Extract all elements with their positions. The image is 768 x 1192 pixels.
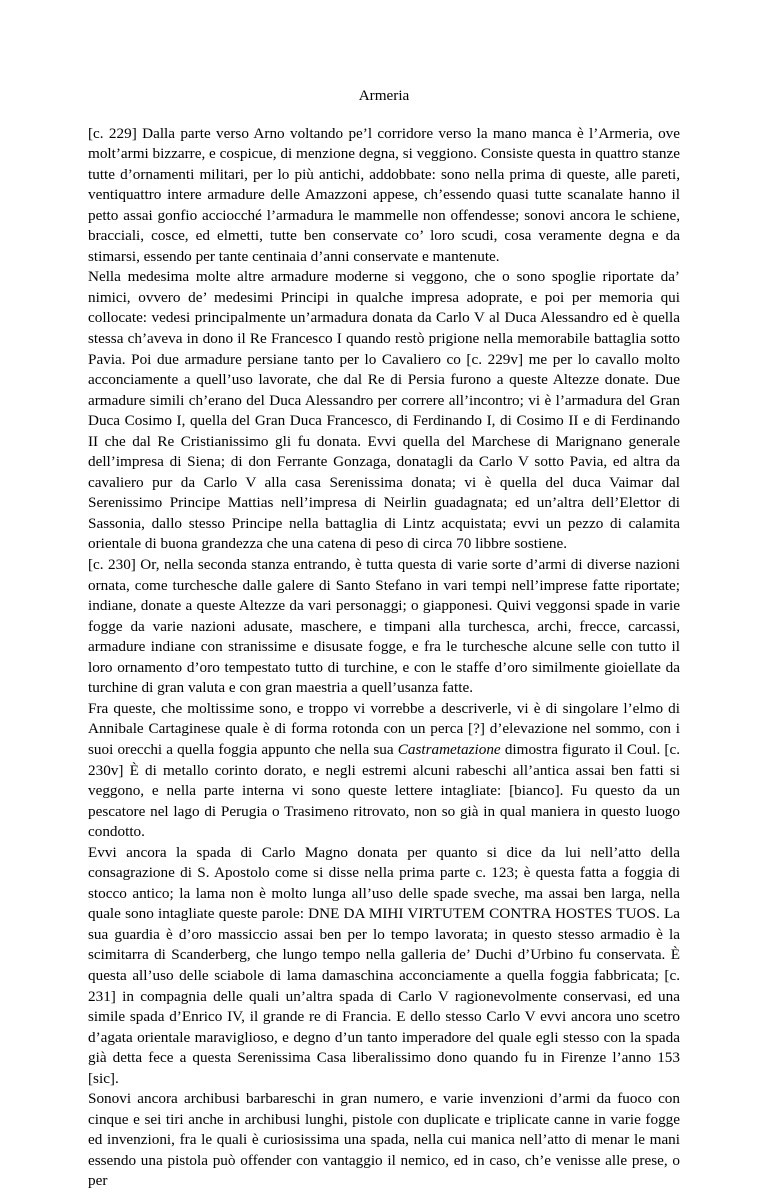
paragraph-armadure-moderne: Nella medesima molte altre armadure moderne si veggono, che o sono spoglie riportate da’ nimici, ovvero de’ medesimi Principi in qualche impresa adoprate, e poi per memoria qui collocate: vedesi principalmente un’armadura donata da Carlo V al Duca Alessandro ed è quella stessa ch’aveva in dono il Re Francesco I quando restò prigione nella memorabile battaglia sotto Pavia. Poi due armadure persiane tanto per lo Cavaliero co [c. 229v] me per lo cavallo molto acconciamente a quell’uso lavorate, che dal Re di Persia furono a queste Altezze donate. Due armadure simili ch’erano del Duca Alessandro per correre all’incontro; vi è l’armadura del Gran Duca Cosimo I, quella del Gran Duca Francesco, di Ferdinando I, di Cosimo II e di Ferdinando II che dal Re Cristianissimo gli fu donata. Evvi quella del Marchese di Marignano generale dell’impresa di Siena; di don Ferrante Gonzaga, donatagli da Carlo V sotto Pavia, ed altra da cavaliero pur da Carlo V alla casa Serenissima donata; vi è quella del duca Vaimar dal Serenissimo Principe Mattias nell’impresa di Neirlin guadagnata; ed un’altra dell’Elettor di Sassonia, dallo stesso Principe nella battaglia di Lintz acquistata; evvi un pezzo di calamita orientale di buona grandezza che una catena di peso di circa 70 libbre sostiene. [88,268,680,553]
paragraph-elmo-text-before: Fra queste, che moltissime sono, e troppo vi vorrebbe a descriverle, vi è di singolare l’elmo di Annibale Cartaginese quale è di forma rotonda con un perca [?] d’elevazione nel sommo, con i suoi orecchi a quella foggia appunto che nella sua [88,699,680,758]
paragraph-c229: [c. 229] Dalla parte verso Arno voltando pe’l corridore verso la mano manca è l’Armeria, ove molt’armi bizzarre, e cospicue, di menzione degna, si veggiono. Consiste questa in quattro stanze tutte d’ornamenti militari, per lo più antichi, addobbate: sono nella prima di queste, alle pareti, ventiquattro intere armadure delle Amazzoni appese, ch’essendo quasi tutte scanalate hanno il petto assai gonfio acciocché l’armadura le mammelle non offendesse; sonovi ancora le schiene, bracciali, cosce, ed elmetti, tutte ben conservate co’ loro scudi, cosa veramente degna e da stimarsi, essendo per tante centinaia d’anni conservate e mantenute. [88,124,680,265]
paragraph-c230: [c. 230] Or, nella seconda stanza entrando, è tutta questa di varie sorte d’armi di diverse nazioni ornata, come turchesche dalle galere di Santo Stefano in vari tempi nell’imprese fatte riportate; indiane, donate a queste Altezze da vari personaggi; o giapponesi. Quivi veggonsi spade in varie fogge da varie nazioni adusate, maschere, e timpani alla turchesca, archi, frecce, carcassi, armadure indiane con stranissime e disusate fogge, e fra le turchesche alcune selle con tutto il loro ornamento d’oro tempestato tutto di turchine, e con le staffe d’oro similmente gioiellate da turchine di gran valuta e con gran maestria a quell’usanza fatte. [88,556,680,697]
paragraph-elmo-italic-title: Castrametazione [397,740,501,758]
paragraph-archibusi: Sonovi ancora archibusi barbareschi in gran numero, e varie invenzioni d’armi da fuoco con cinque e sei tiri anche in archibusi lunghi, pistole con duplicate e triplicate canne in varie fogge ed invenzioni, fra le quali è curiosissima una spada, nella cui manica nell’atto di menar le mani essendo una pistola può offender con vantaggio il nemico, ed in caso, ch’e venisse alle prese, o per [88,1090,680,1190]
paragraph-elmo-text-after: dimostra figurato il Coul. [c. 230v] È di metallo corinto dorato, e negli estremi alcuni rabeschi all’antica assai ben fatti si veggono, e nella parte interna vi sono queste lettere intagliate: [bianco]. Fu questo da un pescatore nel lago di Perugia o Trasimeno ritrovato, non so già in qual maniera in questo luogo condotto. [88,740,681,841]
document-page [88,86,680,1192]
paragraph-elmo-annibale [88,699,680,843]
document-title: Armeria [358,87,410,104]
paragraph-spada-carlo-magno: Evvi ancora la spada di Carlo Magno donata per quanto si dice da lui nell’atto della consagrazione di S. Apostolo come si disse nella prima parte c. 123; è questa fatta a foggia di stocco antico; la lama non è molto lunga all’uso delle spade sveche, ma assai ben larga, nella quale sono intagliate queste parole: DNE DA MIHI VIRTUTEM CONTRA HOSTES TUOS. La sua guardia è d’oro massiccio assai ben per lo tempo lavorata; in questo stesso armadio è la scimitarra di Scanderberg, che lungo tempo nella galleria de’ Duchi d’Urbino fu conservata. È questa all’uso delle sciabole di lama damaschina acconciamente a quella foggia fabbricata; [c. 231] in compagnia delle quali un’altra spada di Carlo V ragionevolmente conservasi, ed una simile spada d’Enrico IV, il grande re di Francia. E dello stesso Carlo V evvi ancora uno scetro d’agata orientale maraviglioso, e degno d’un tanto imperadore del quale egli stesso con la spada già detta fece a questa Serenissima Casa liberalissimo dono quando fu in Firenze l’anno 153 [sic]. [88,843,680,1087]
